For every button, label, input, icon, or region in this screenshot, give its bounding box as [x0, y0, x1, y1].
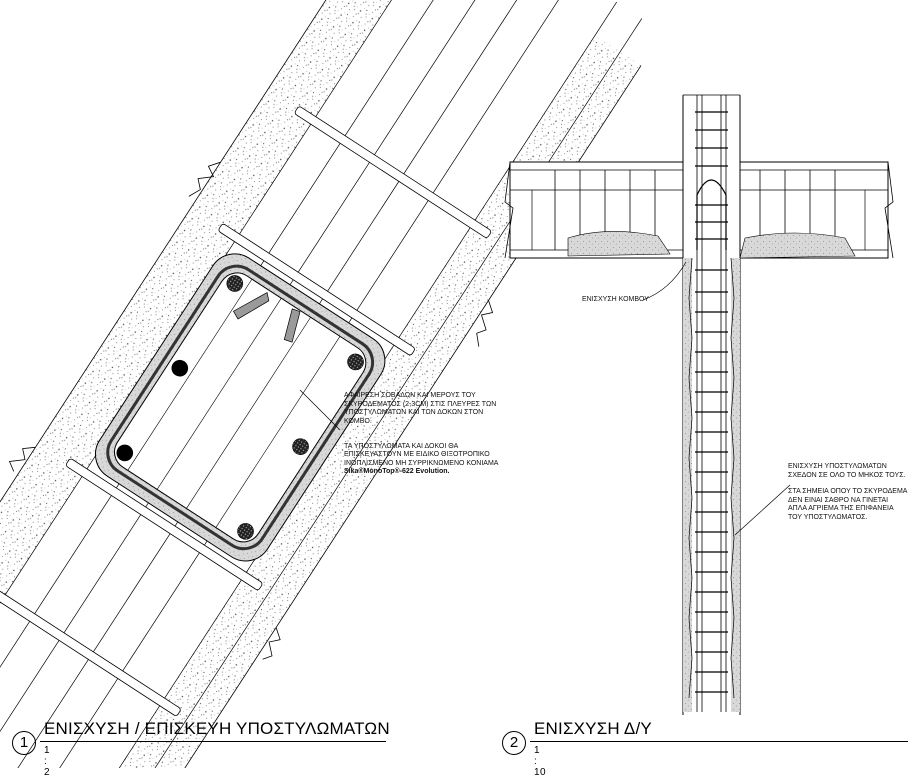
detail-1-scale: 1 : 2: [44, 745, 51, 778]
detail-2-title: ΕΝΙΣΧΥΣΗ Δ/Υ: [534, 719, 652, 738]
detail-2-drawing: [505, 95, 893, 715]
node-leader: [643, 262, 686, 300]
detail-2-note-column: ΕΝΙΣΧΥΣΗ ΥΠΟΣΤΥΛΩΜΑΤΩΝ ΣΧΕΔΟΝ ΣΕ ΟΛΟ ΤΟ ΜΗΚΟΣ ΤΟΥΣ.: [788, 463, 906, 479]
detail-2-node-label: ΕΝΙΣΧΥΣΗ ΚΟΜΒΟΥ: [582, 296, 649, 303]
detail-1-note-repair-text: ΤΑ ΥΠΟΣΤΥΛΩΜΑΤΑ ΚΑΙ ΔΟΚΟΙ ΘΑ ΕΠΙΣΚΕΥΑΣΤΟΥΝ ΜΕ ΕΙΔΙΚΟ ΘΙΞΟΤΡΟΠΙΚΟ ΙΝΟΠΛΙΣΜΕΝΟ ΜΗ ΣΥΡΡΙΚΝΩΜΕΝΟ ΚΟΝΙΑΜΑ: [344, 442, 499, 467]
detail-2-scale: 1 : 10: [534, 745, 547, 778]
detail-1-note-repair: [344, 434, 514, 486]
detail-2-title-rule: [530, 741, 908, 742]
detail-1-note-product: Sika®MonoTop®-622 Evolution.: [344, 468, 450, 476]
detail-1-note-removal: ΑΦΑΙΡΕΣΗ ΣΟΒΑΔΩΝ ΚΑΙ ΜΕΡΟΥΣ ΤΟΥ ΣΚΥΡΟΔΕΜΑΤΟΣ (2-3CM) ΣΤΙΣ ΠΛΕΥΡΕΣ ΤΩΝ ΥΠΟΣΤΥΛΩΜΑΤΩΝ ΚΑΙ ΤΩΝ ΔΟΚΩΝ ΣΤΟΝ ΚΟΜΒΟ.: [344, 392, 497, 425]
detail-2-number: 2: [502, 731, 526, 755]
detail-2-note-surface: ΣΤΑ ΣΗΜΕΙΑ ΟΠΟΥ ΤΟ ΣΚΥΡΟΔΕΜΑ ΔΕΝ ΕΙΝΑΙ ΣΑΘΡΟ ΝΑ ΓΙΝΕΤΑΙ ΑΠΛΑ ΑΓΡΙΕΜΑ ΤΗΣ ΕΠΙΦΑΝΕΙΑ ΤΟΥ ΥΠΟΣΤΥΛΩΜΑΤΟΣ.: [788, 488, 908, 521]
detail-1-title-rule: [40, 741, 386, 742]
detail-1-number: 1: [12, 731, 36, 755]
column-leader: [735, 485, 790, 535]
detail-1-title: ΕΝΙΣΧΥΣΗ / ΕΠΙΣΚΕΥΗ ΥΠΟΣΤΥΛΩΜΑΤΩΝ: [44, 719, 390, 738]
